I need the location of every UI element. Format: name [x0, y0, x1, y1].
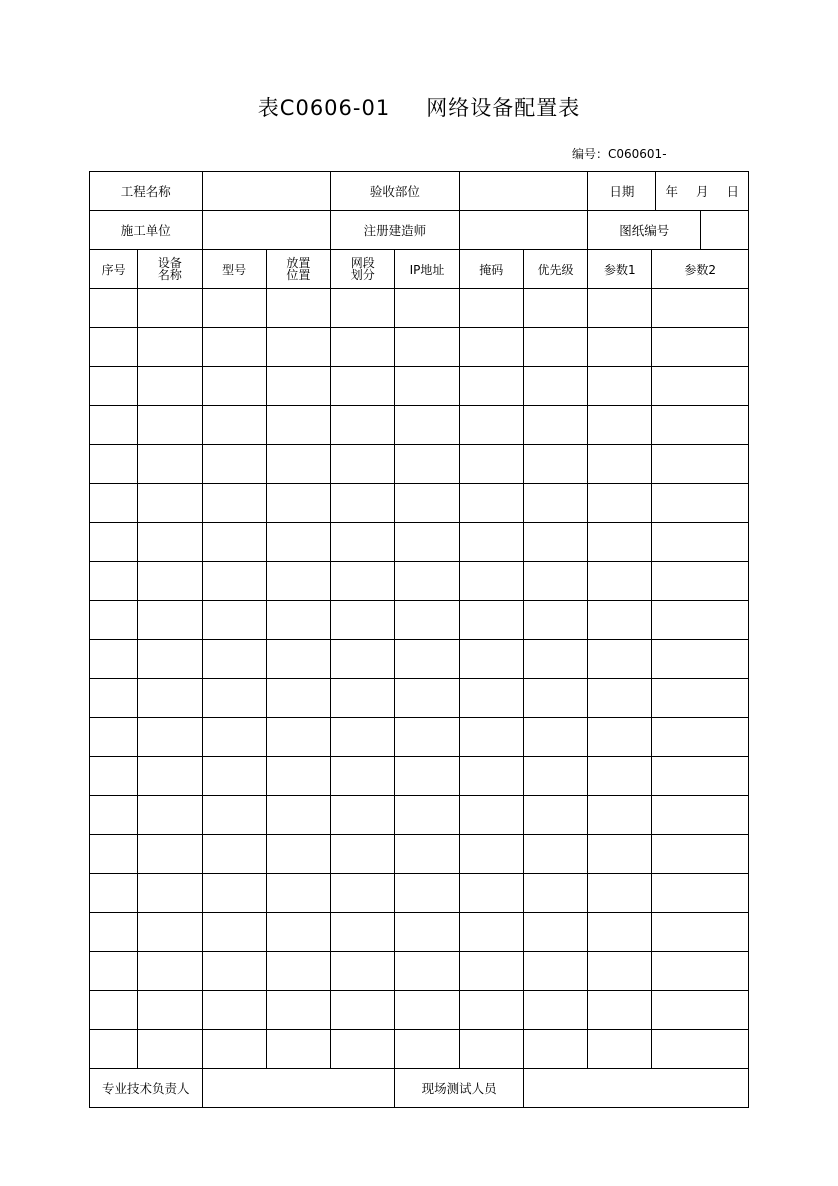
column-header-label: [479, 264, 503, 276]
table-cell[interactable]: [395, 523, 459, 562]
table-cell[interactable]: [202, 991, 266, 1030]
table-row: [90, 679, 749, 718]
table-row: [90, 796, 749, 835]
column-header: [588, 250, 652, 289]
table-row: [90, 406, 749, 445]
table-cell[interactable]: [395, 718, 459, 757]
table-cell[interactable]: [331, 835, 395, 874]
table-cell[interactable]: [588, 523, 652, 562]
table-cell[interactable]: [652, 601, 749, 640]
table-cell[interactable]: [202, 601, 266, 640]
table-cell[interactable]: [588, 757, 652, 796]
table-cell[interactable]: [138, 640, 202, 679]
table-cell[interactable]: [459, 523, 523, 562]
table-cell[interactable]: [90, 1030, 138, 1069]
page-title: [0, 92, 838, 122]
table-cell[interactable]: [652, 445, 749, 484]
column-header-label: [684, 264, 716, 276]
table-cell[interactable]: [202, 718, 266, 757]
table-cell[interactable]: [523, 913, 587, 952]
table-cell[interactable]: [138, 289, 202, 328]
table-cell[interactable]: [331, 445, 395, 484]
table-cell[interactable]: [588, 562, 652, 601]
table-cell[interactable]: [138, 523, 202, 562]
table-cell[interactable]: [202, 328, 266, 367]
header-row-1: [90, 172, 749, 211]
column-header-line1: 参数2: [684, 262, 717, 277]
table-row: [90, 757, 749, 796]
construction-unit-field[interactable]: [202, 211, 331, 250]
table-cell[interactable]: [266, 601, 330, 640]
table-cell[interactable]: [459, 445, 523, 484]
table-cell[interactable]: [138, 445, 202, 484]
table-cell[interactable]: [588, 445, 652, 484]
table-cell[interactable]: [459, 913, 523, 952]
column-header-line1: 设备: [157, 256, 182, 270]
construction-unit-label: 施工单位: [90, 211, 203, 250]
table-cell[interactable]: [588, 874, 652, 913]
table-cell[interactable]: [266, 874, 330, 913]
table-cell[interactable]: [90, 874, 138, 913]
table-cell[interactable]: [90, 484, 138, 523]
table-cell[interactable]: [652, 991, 749, 1030]
table-row: [90, 289, 749, 328]
table-cell[interactable]: [588, 328, 652, 367]
table-cell[interactable]: [202, 913, 266, 952]
table-cell[interactable]: [395, 640, 459, 679]
column-header-line1: IP地址: [409, 262, 445, 277]
column-header-label: [102, 264, 126, 276]
column-header: [459, 250, 523, 289]
table-cell[interactable]: [138, 796, 202, 835]
table-cell[interactable]: [652, 952, 749, 991]
table-cell[interactable]: [90, 913, 138, 952]
table-cell[interactable]: [459, 952, 523, 991]
table-cell[interactable]: [266, 796, 330, 835]
header-row-2: [90, 211, 749, 250]
table-cell[interactable]: [652, 718, 749, 757]
table-row: [90, 991, 749, 1030]
table-cell[interactable]: [523, 523, 587, 562]
table-cell[interactable]: [138, 835, 202, 874]
project-name-field[interactable]: [202, 172, 331, 211]
column-header-label: [538, 264, 574, 276]
table-cell[interactable]: [90, 601, 138, 640]
column-header-line1: 掩码: [479, 262, 504, 277]
table-cell[interactable]: [138, 718, 202, 757]
table-cell[interactable]: [138, 679, 202, 718]
column-header-line2: 名称: [157, 268, 182, 282]
table-cell[interactable]: [459, 874, 523, 913]
table-cell[interactable]: [652, 367, 749, 406]
table-cell[interactable]: [202, 445, 266, 484]
registered-constructor-label: 注册建造师: [331, 211, 460, 250]
table-cell[interactable]: [90, 406, 138, 445]
table-cell[interactable]: [652, 562, 749, 601]
column-header: [523, 250, 587, 289]
table-cell[interactable]: [652, 1030, 749, 1069]
table-cell[interactable]: [588, 718, 652, 757]
table-cell[interactable]: [138, 328, 202, 367]
site-tester-label: 现场测试人员: [395, 1069, 524, 1108]
table-cell[interactable]: [459, 367, 523, 406]
table-cell[interactable]: [523, 874, 587, 913]
table-cell[interactable]: [138, 367, 202, 406]
table-cell[interactable]: [202, 406, 266, 445]
table-cell[interactable]: [90, 718, 138, 757]
acceptance-part-field[interactable]: [459, 172, 588, 211]
table-cell[interactable]: [523, 484, 587, 523]
table-cell[interactable]: [202, 367, 266, 406]
column-header: [331, 250, 395, 289]
column-header-line1: 网段: [350, 256, 375, 270]
column-header: [138, 250, 202, 289]
table-cell[interactable]: [523, 601, 587, 640]
column-header-line2: 位置: [286, 268, 311, 282]
table-cell[interactable]: [331, 601, 395, 640]
table-cell[interactable]: [652, 796, 749, 835]
table-cell[interactable]: [266, 718, 330, 757]
column-header-label: [604, 264, 636, 276]
year-label: 年: [665, 184, 678, 199]
table-cell[interactable]: [331, 991, 395, 1030]
table-cell[interactable]: [138, 757, 202, 796]
table-cell[interactable]: [523, 640, 587, 679]
table-row: [90, 835, 749, 874]
tech-lead-field[interactable]: [202, 1069, 395, 1108]
table-cell[interactable]: [652, 406, 749, 445]
table-cell[interactable]: [331, 913, 395, 952]
table-cell[interactable]: [331, 289, 395, 328]
table-cell[interactable]: [266, 991, 330, 1030]
table-cell[interactable]: [523, 835, 587, 874]
table-cell[interactable]: [459, 796, 523, 835]
table-cell[interactable]: [90, 445, 138, 484]
table-row: [90, 328, 749, 367]
table-cell[interactable]: [459, 640, 523, 679]
table-cell[interactable]: [90, 757, 138, 796]
table-cell[interactable]: [588, 289, 652, 328]
table-cell[interactable]: [331, 874, 395, 913]
table-row: [90, 484, 749, 523]
table-cell[interactable]: [395, 601, 459, 640]
column-header-label: [351, 257, 375, 281]
column-header-line1: 序号: [101, 262, 126, 277]
column-header-row: [90, 250, 749, 289]
table-cell[interactable]: [395, 406, 459, 445]
column-header-line1: 优先级: [537, 262, 574, 277]
table-cell[interactable]: [138, 874, 202, 913]
table-cell[interactable]: [266, 913, 330, 952]
table-cell[interactable]: [266, 1030, 330, 1069]
table-cell[interactable]: [523, 367, 587, 406]
column-header-line1: 放置: [286, 256, 311, 270]
column-header-line2: 划分: [350, 268, 375, 282]
table-row: [90, 601, 749, 640]
table-cell[interactable]: [588, 640, 652, 679]
table-cell[interactable]: [459, 601, 523, 640]
table-cell[interactable]: [652, 328, 749, 367]
table-cell[interactable]: [331, 952, 395, 991]
table-cell[interactable]: [652, 835, 749, 874]
column-header-label: [158, 257, 182, 281]
table-cell[interactable]: [395, 835, 459, 874]
table-cell[interactable]: [202, 757, 266, 796]
tech-lead-label: 专业技术负责人: [90, 1069, 203, 1108]
table-cell[interactable]: [138, 601, 202, 640]
table-cell[interactable]: [202, 523, 266, 562]
table-cell[interactable]: [90, 796, 138, 835]
date-label-cell: [588, 172, 749, 211]
column-header-label: [410, 264, 445, 276]
site-tester-field[interactable]: [523, 1069, 748, 1108]
table-cell[interactable]: [202, 796, 266, 835]
table-cell[interactable]: [266, 367, 330, 406]
table-cell[interactable]: [395, 289, 459, 328]
table-row: [90, 1030, 749, 1069]
table-cell[interactable]: [202, 679, 266, 718]
table-cell[interactable]: [138, 991, 202, 1030]
table-cell[interactable]: [395, 991, 459, 1030]
table-cell[interactable]: [652, 523, 749, 562]
column-header: [266, 250, 330, 289]
month-label: 月: [695, 184, 709, 199]
footer-row: [90, 1069, 749, 1108]
table-cell[interactable]: [266, 640, 330, 679]
table-cell[interactable]: [266, 289, 330, 328]
table-cell[interactable]: [266, 952, 330, 991]
table-cell[interactable]: [90, 523, 138, 562]
table-cell[interactable]: [266, 328, 330, 367]
table-cell[interactable]: [523, 1030, 587, 1069]
table-cell[interactable]: [523, 991, 587, 1030]
table-cell[interactable]: [588, 991, 652, 1030]
table-cell[interactable]: [588, 796, 652, 835]
drawing-no-field[interactable]: [700, 211, 748, 249]
table-cell[interactable]: [266, 523, 330, 562]
table-cell[interactable]: [90, 835, 138, 874]
table-cell[interactable]: [523, 679, 587, 718]
table-cell[interactable]: [588, 952, 652, 991]
column-header-label: [286, 257, 310, 281]
column-header: [652, 250, 749, 289]
table-cell[interactable]: [523, 796, 587, 835]
column-header: [90, 250, 138, 289]
table-cell[interactable]: [395, 328, 459, 367]
table-row: [90, 523, 749, 562]
day-label: 日: [726, 184, 739, 199]
table-cell[interactable]: [266, 445, 330, 484]
table-cell[interactable]: [202, 562, 266, 601]
table-cell[interactable]: [588, 1030, 652, 1069]
table-cell[interactable]: [395, 913, 459, 952]
data-rows: [90, 289, 749, 1069]
table-cell[interactable]: [395, 952, 459, 991]
table-cell[interactable]: [459, 991, 523, 1030]
table-cell[interactable]: [266, 484, 330, 523]
table-cell[interactable]: [588, 601, 652, 640]
table-row: [90, 718, 749, 757]
date-field[interactable]: [655, 172, 748, 210]
table-cell[interactable]: [331, 718, 395, 757]
table-cell[interactable]: [331, 367, 395, 406]
table-cell[interactable]: [266, 835, 330, 874]
table-cell[interactable]: [459, 679, 523, 718]
table-cell[interactable]: [90, 679, 138, 718]
column-header: [395, 250, 459, 289]
table-row: [90, 367, 749, 406]
table-row: [90, 913, 749, 952]
table-row: [90, 640, 749, 679]
table-cell[interactable]: [202, 874, 266, 913]
table-cell[interactable]: [90, 289, 138, 328]
date-label: 日期: [609, 184, 635, 199]
table-cell[interactable]: [331, 679, 395, 718]
table-cell[interactable]: [588, 913, 652, 952]
table-cell[interactable]: [331, 523, 395, 562]
table-cell[interactable]: [202, 289, 266, 328]
table-cell[interactable]: [523, 406, 587, 445]
table-cell[interactable]: [90, 640, 138, 679]
table-cell[interactable]: [331, 406, 395, 445]
table-cell[interactable]: [459, 757, 523, 796]
table-cell[interactable]: [652, 757, 749, 796]
table-cell[interactable]: [523, 289, 587, 328]
table-cell[interactable]: [459, 1030, 523, 1069]
table-cell[interactable]: [459, 718, 523, 757]
table-cell[interactable]: [90, 991, 138, 1030]
table-cell[interactable]: [395, 796, 459, 835]
table-cell[interactable]: [331, 757, 395, 796]
table-cell[interactable]: [138, 484, 202, 523]
table-cell[interactable]: [588, 679, 652, 718]
table-cell[interactable]: [652, 874, 749, 913]
table-cell[interactable]: [395, 1030, 459, 1069]
table-row: [90, 874, 749, 913]
table-cell[interactable]: [90, 562, 138, 601]
table-row: [90, 562, 749, 601]
column-header-label: [222, 264, 246, 276]
table-cell[interactable]: [90, 328, 138, 367]
table-cell[interactable]: [588, 484, 652, 523]
table-cell[interactable]: [395, 445, 459, 484]
document-number: 编号：C060601-: [572, 147, 667, 161]
table-cell[interactable]: [266, 679, 330, 718]
table-cell[interactable]: [652, 289, 749, 328]
table-cell[interactable]: [523, 328, 587, 367]
table-cell[interactable]: [331, 1030, 395, 1069]
table-cell[interactable]: [90, 952, 138, 991]
table-cell[interactable]: [138, 913, 202, 952]
table-cell[interactable]: [331, 484, 395, 523]
table-cell[interactable]: [459, 328, 523, 367]
table-cell[interactable]: [202, 484, 266, 523]
drawing-no-cell: [588, 211, 749, 250]
table-cell[interactable]: [395, 874, 459, 913]
table-cell[interactable]: [266, 562, 330, 601]
table-cell[interactable]: [588, 406, 652, 445]
table-cell[interactable]: [459, 835, 523, 874]
form-name: 网络设备配置表: [426, 96, 581, 120]
table-cell[interactable]: [331, 562, 395, 601]
table-cell[interactable]: [459, 406, 523, 445]
table-cell[interactable]: [459, 289, 523, 328]
table-cell[interactable]: [395, 679, 459, 718]
column-header-line1: 型号: [222, 262, 247, 277]
table-cell[interactable]: [266, 406, 330, 445]
table-cell[interactable]: [331, 328, 395, 367]
table-row: [90, 952, 749, 991]
table-cell[interactable]: [395, 484, 459, 523]
table-cell[interactable]: [90, 367, 138, 406]
table-cell[interactable]: [138, 406, 202, 445]
table-cell[interactable]: [138, 952, 202, 991]
project-name-label: 工程名称: [90, 172, 203, 211]
table-row: [90, 445, 749, 484]
drawing-no-label: 图纸编号: [619, 223, 670, 238]
table-cell[interactable]: [523, 952, 587, 991]
table-cell[interactable]: [523, 718, 587, 757]
form-code: 表C0606-01: [257, 96, 391, 120]
table-cell[interactable]: [459, 484, 523, 523]
table-cell[interactable]: [138, 562, 202, 601]
table-cell[interactable]: [395, 757, 459, 796]
table-cell[interactable]: [138, 1030, 202, 1069]
table-cell[interactable]: [652, 679, 749, 718]
table-cell[interactable]: [202, 1030, 266, 1069]
table-cell[interactable]: [202, 835, 266, 874]
table-cell[interactable]: [588, 835, 652, 874]
table-cell[interactable]: [523, 445, 587, 484]
table-cell[interactable]: [395, 367, 459, 406]
column-header-line1: 参数1: [604, 262, 636, 277]
table-cell[interactable]: [652, 484, 749, 523]
table-cell[interactable]: [588, 367, 652, 406]
table-cell[interactable]: [331, 640, 395, 679]
table-cell[interactable]: [202, 952, 266, 991]
table-cell[interactable]: [395, 562, 459, 601]
network-device-config-table: [89, 171, 749, 1108]
table-cell[interactable]: [523, 757, 587, 796]
table-cell[interactable]: [652, 913, 749, 952]
table-cell[interactable]: [202, 640, 266, 679]
registered-constructor-field[interactable]: [459, 211, 588, 250]
table-cell[interactable]: [652, 640, 749, 679]
acceptance-part-label: 验收部位: [331, 172, 460, 211]
table-cell[interactable]: [523, 562, 587, 601]
column-header: [202, 250, 266, 289]
table-cell[interactable]: [331, 796, 395, 835]
table-cell[interactable]: [266, 757, 330, 796]
table-cell[interactable]: [459, 562, 523, 601]
